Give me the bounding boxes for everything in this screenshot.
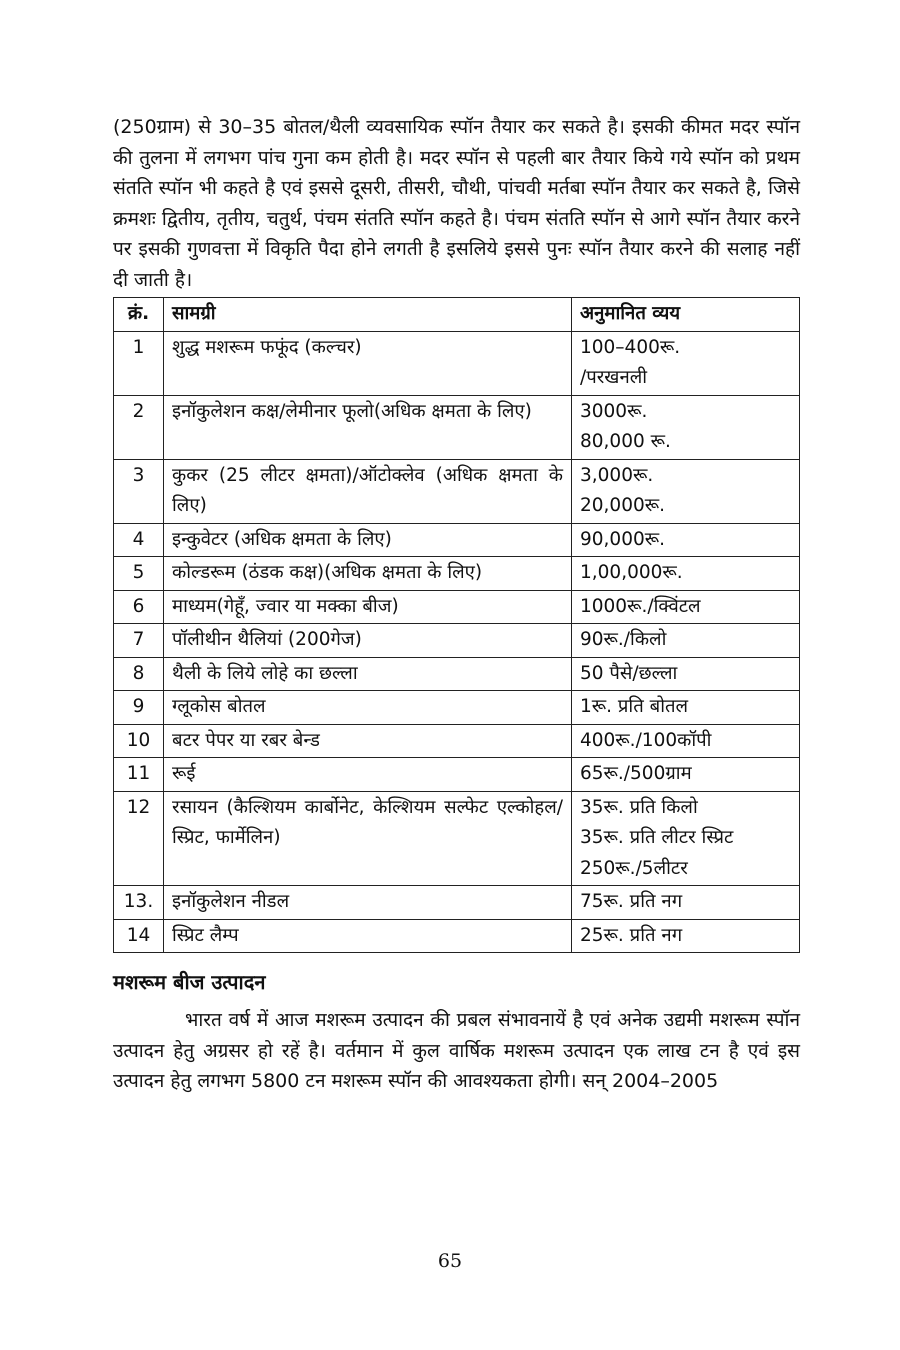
row-serial: 13. — [114, 886, 164, 920]
row-serial: 9 — [114, 691, 164, 725]
cost-line: 50 पैसे/छल्ला — [580, 662, 678, 684]
row-cost — [572, 459, 800, 523]
table-row — [114, 590, 800, 624]
row-cost — [572, 331, 800, 395]
cost-line: 1000रू./क्विंटल — [580, 595, 701, 617]
row-serial: 6 — [114, 590, 164, 624]
table-row — [114, 919, 800, 953]
row-serial: 3 — [114, 459, 164, 523]
row-serial: 1 — [114, 331, 164, 395]
cost-line: 250रू./5लीटर — [580, 857, 688, 879]
cost-line: /परखनली — [580, 367, 648, 388]
table-row — [114, 758, 800, 792]
cost-line: 80,000 रू. — [580, 431, 671, 452]
row-item: स्प्रिट लैम्प — [164, 919, 572, 953]
row-item: थैली के लिये लोहे का छल्ला — [164, 657, 572, 691]
row-item: कोल्डरूम (ठंडक कक्ष)(अधिक क्षमता के लिए) — [164, 557, 572, 591]
row-item: इनॉकुलेशन कक्ष/लेमीनार फूलो(अधिक क्षमता के लिए) — [164, 395, 572, 459]
table-row — [114, 657, 800, 691]
row-cost — [572, 724, 800, 758]
row-serial: 14 — [114, 919, 164, 953]
row-item: कुकर (25 लीटर क्षमता)/ऑटोक्लेव (अधिक क्षमता के लिए) — [164, 459, 572, 523]
table-row — [114, 557, 800, 591]
cost-line: 1,00,000रू. — [580, 562, 683, 583]
cost-line: 25रू. प्रति नग — [580, 924, 683, 946]
cost-line: 3000रू. — [580, 400, 648, 422]
row-item: बटर पेपर या रबर बेन्ड — [164, 724, 572, 758]
row-item: इन्कुवेटर (अधिक क्षमता के लिए) — [164, 523, 572, 557]
row-cost — [572, 758, 800, 792]
row-cost — [572, 395, 800, 459]
table-row — [114, 724, 800, 758]
row-item: रूई — [164, 758, 572, 792]
cost-line: 400रू./100कॉपी — [580, 729, 712, 751]
row-item: ग्लूकोस बोतल — [164, 691, 572, 725]
row-cost — [572, 590, 800, 624]
cost-line: 20,000रू. — [580, 495, 665, 516]
row-serial: 11 — [114, 758, 164, 792]
row-serial: 2 — [114, 395, 164, 459]
row-serial: 5 — [114, 557, 164, 591]
header-item: सामग्री — [164, 298, 572, 332]
table-row — [114, 791, 800, 886]
row-cost — [572, 791, 800, 886]
row-serial: 12 — [114, 791, 164, 886]
table-row — [114, 459, 800, 523]
header-serial: क्रं. — [114, 298, 164, 332]
page-content — [113, 112, 800, 1097]
row-item: शुद्ध मशरूम फफूंद (कल्चर) — [164, 331, 572, 395]
table-row — [114, 395, 800, 459]
table-row — [114, 624, 800, 658]
cost-line: 100–400रू. — [580, 336, 681, 358]
row-cost — [572, 886, 800, 920]
row-cost — [572, 919, 800, 953]
page-number: 65 — [437, 1250, 463, 1272]
cost-line: 3,000रू. — [580, 464, 654, 486]
table-row — [114, 691, 800, 725]
row-cost — [572, 523, 800, 557]
row-serial: 8 — [114, 657, 164, 691]
row-item: माध्यम(गेहूँ, ज्वार या मक्का बीज) — [164, 590, 572, 624]
header-cost: अनुमानित व्यय — [572, 298, 800, 332]
row-item: रसायन (कैल्शियम कार्बोनेट, केल्शियम सल्फेट एल्कोहल/स्प्रिट, फार्मेलिन) — [164, 791, 572, 886]
cost-line: 1रू. प्रति बोतल — [580, 696, 689, 717]
row-item: इनॉकुलेशन नीडल — [164, 886, 572, 920]
cost-line: 35रू. प्रति किलो — [580, 796, 698, 818]
cost-line: 75रू. प्रति नग — [580, 891, 683, 912]
table-row — [114, 523, 800, 557]
row-cost — [572, 557, 800, 591]
row-item: पॉलीथीन थैलियां (200गेज) — [164, 624, 572, 658]
row-serial: 4 — [114, 523, 164, 557]
row-serial: 10 — [114, 724, 164, 758]
table-row — [114, 331, 800, 395]
row-cost — [572, 624, 800, 658]
section-heading: मशरूम बीज उत्पादन — [113, 970, 266, 994]
table-header-row — [114, 298, 800, 332]
section-paragraph: भारत वर्ष में आज मशरूम उत्पादन की प्रबल संभावनायें है एवं अनेक उद्यमी मशरूम स्पॉन उत्पादन हेतु अग्रसर हो रहें है। वर्तमान में कुल वार्षिक मशरूम उत्पादन एक लाख टन है एवं इस उत्पादन हेतु लगभग 5800 टन मशरूम स्पॉन की आवश्यकता होगी। सन् 2004–2005 — [113, 1009, 800, 1092]
table-body — [114, 331, 800, 953]
cost-line: 90,000रू. — [580, 528, 665, 550]
cost-line: 90रू./किलो — [580, 629, 667, 650]
cost-line: 35रू. प्रति लीटर स्प्रिट — [580, 827, 734, 848]
row-cost — [572, 657, 800, 691]
cost-table — [113, 297, 800, 953]
table-row — [114, 886, 800, 920]
intro-paragraph: (250ग्राम) से 30–35 बोतल/थैली व्यवसायिक स्पॉन तैयार कर सकते है। इसकी कीमत मदर स्पॉन की तुलना में लगभग पांच गुना कम होती है। मदर स्पॉन से पहली बार तैयार किये गये स्पॉन को प्रथम संतति स्पॉन भी कहते है एवं इससे दूसरी, तीसरी, चौथी, पांचवी मर्तबा स्पॉन तैयार कर सकते है, जिसे क्रमशः द्वितीय, तृतीय, चतुर्थ, पंचम संतति स्पॉन कहते है। पंचम संतति स्पॉन से आगे स्पॉन तैयार करने पर इसकी गुणवत्ता में विकृति पैदा होने लगती है इसलिये इससे पुनः स्पॉन तैयार करने की सलाह नहीं दी जाती है। — [113, 116, 800, 291]
row-serial: 7 — [114, 624, 164, 658]
cost-line: 65रू./500ग्राम — [580, 763, 692, 784]
row-cost — [572, 691, 800, 725]
